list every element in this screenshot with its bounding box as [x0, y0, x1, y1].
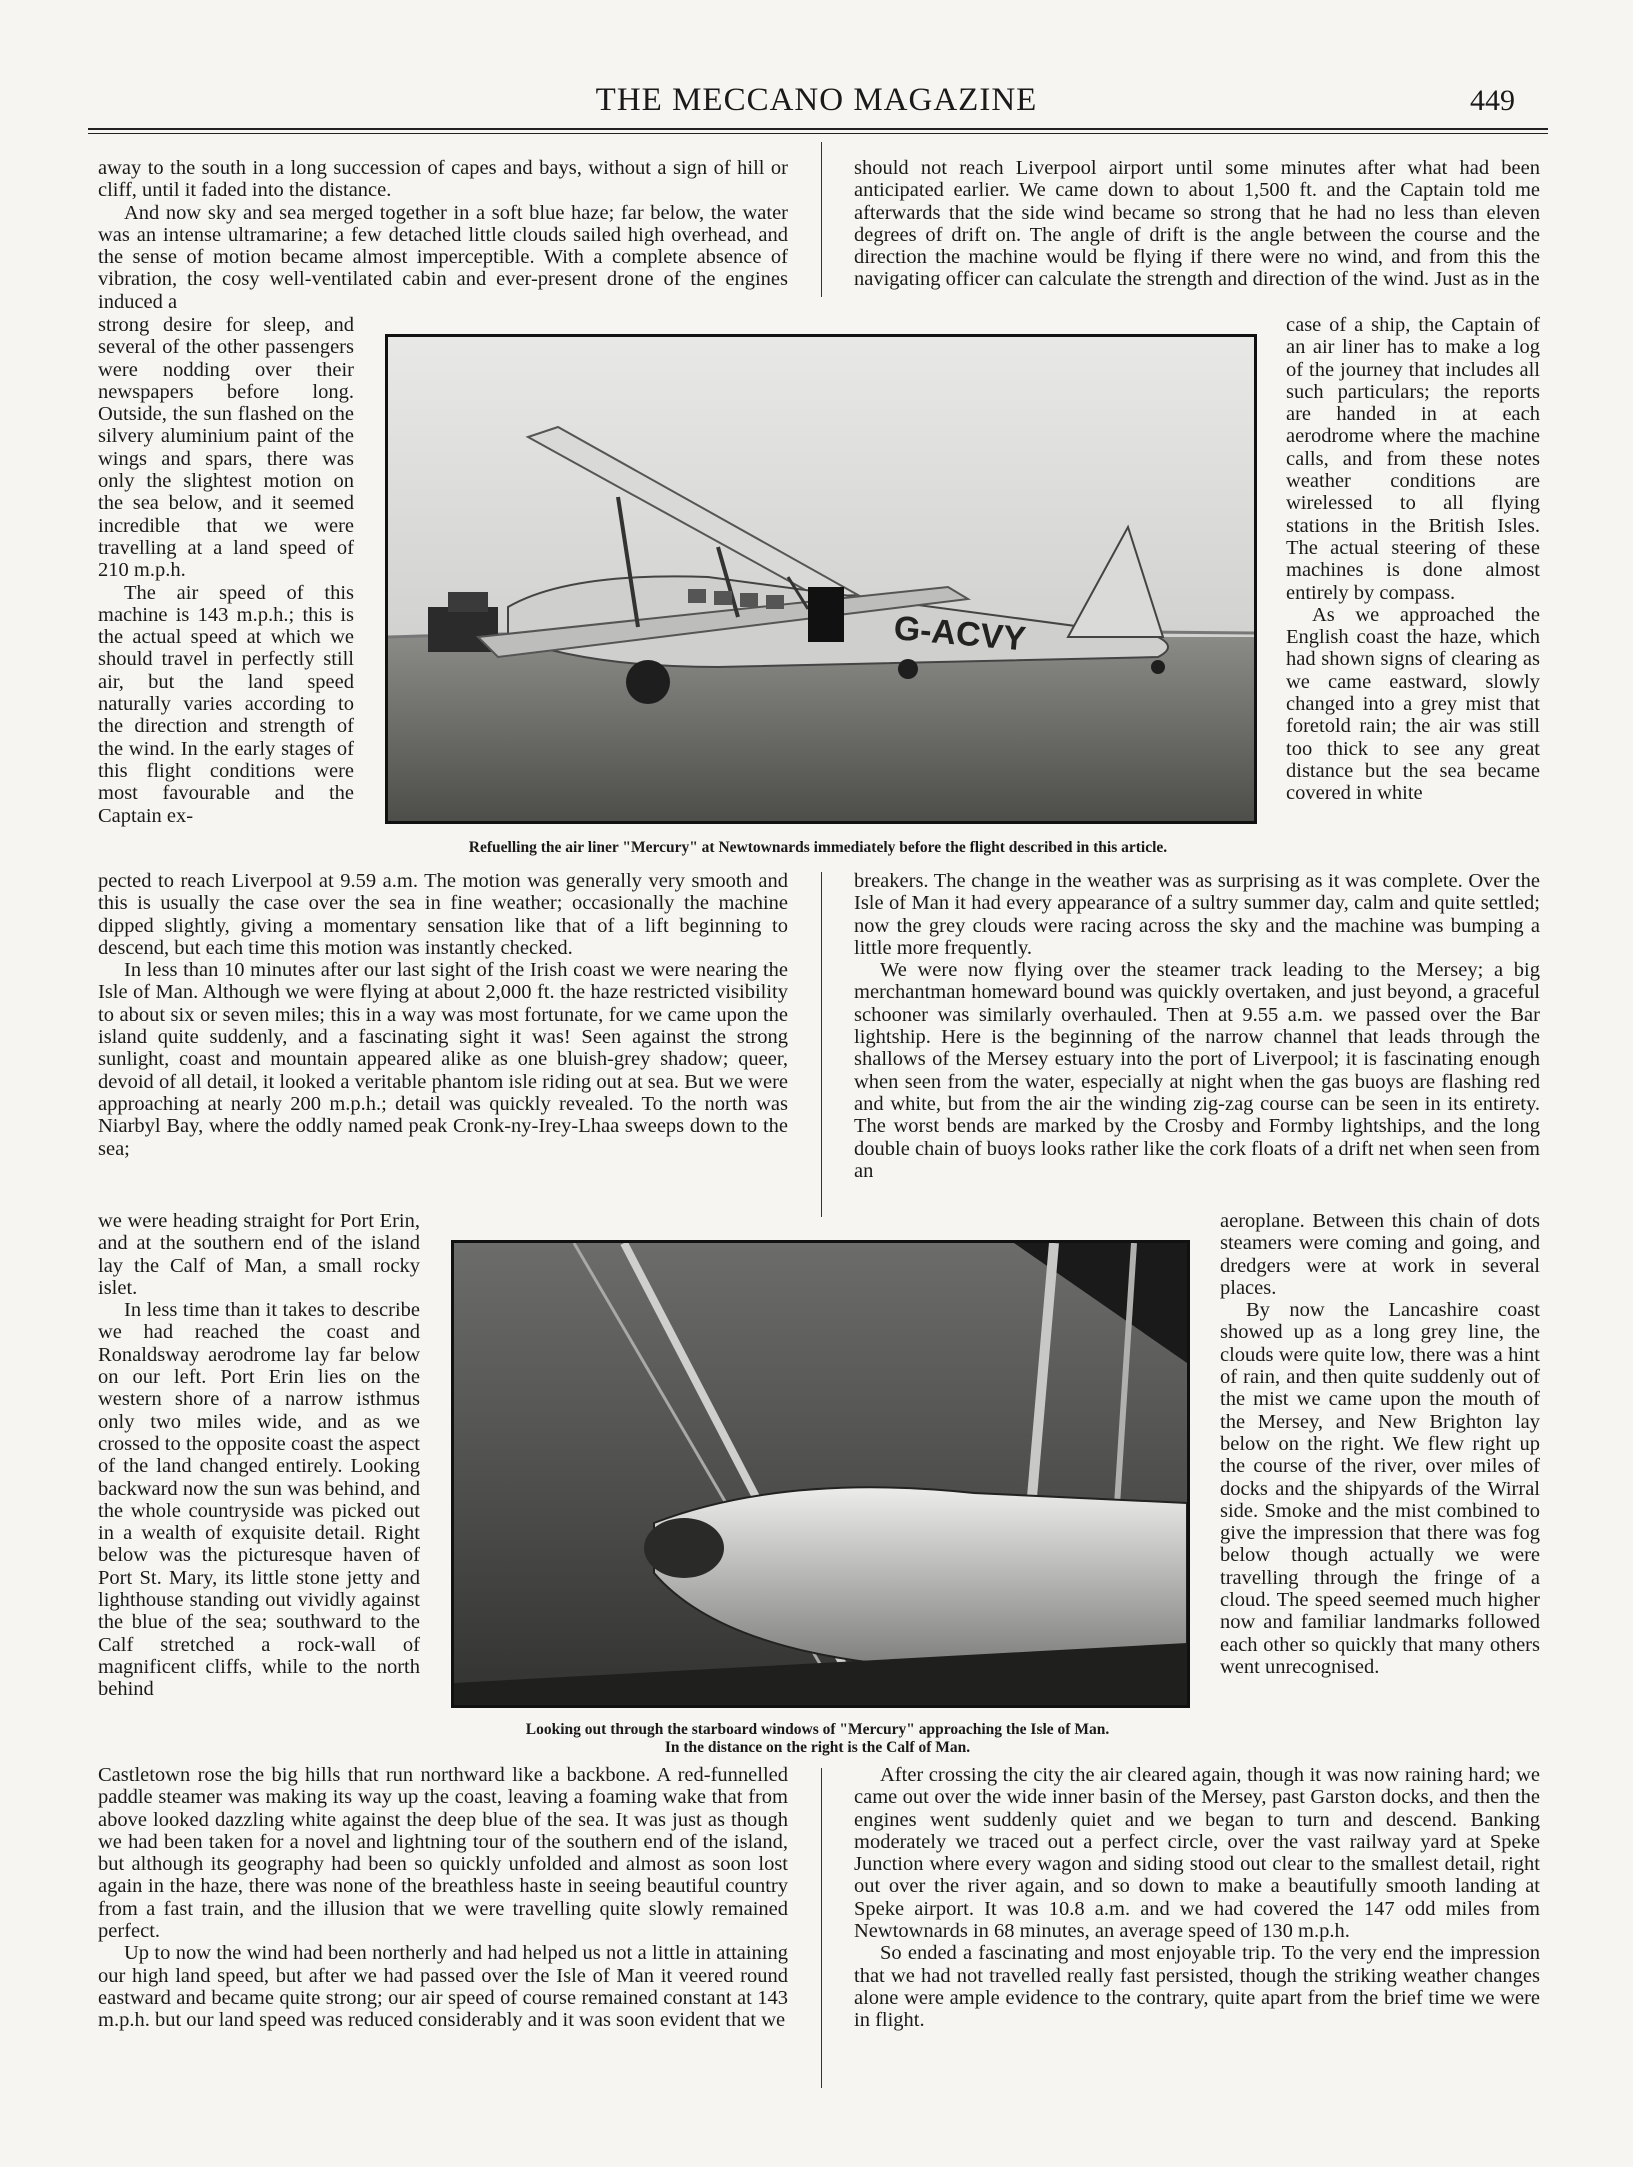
- left-column-bottom: [98, 1764, 788, 2032]
- left-column-middle: [98, 870, 788, 1160]
- right-column-narrow-1: [1286, 314, 1540, 805]
- column-divider: [821, 1768, 822, 2088]
- paragraph: we were heading straight for Port Erin, and at the southern end of the island lay the Calf of Man, a small rocky islet.: [98, 1210, 420, 1299]
- right-column-bottom: [854, 1764, 1540, 2032]
- left-column-narrow-1: [98, 314, 354, 827]
- right-column-top: [854, 157, 1540, 291]
- header-rule-bottom: [88, 133, 1548, 134]
- photo-airliner-refuelling: [385, 334, 1257, 824]
- paragraph: So ended a fascinating and most enjoyable trip. To the very end the impression that we had not travelled really fast persisted, though the striking weather changes alone were ample evidence to the contrary, quite apart from the brief time we were in flight.: [854, 1942, 1540, 2032]
- photo2-caption-line1: Looking out through the starboard windows of "Mercury" approaching the Isle of Man.: [525, 1721, 1110, 1738]
- aircraft-registration: G-ACVY: [892, 609, 1028, 659]
- paragraph: As we approached the English coast the haze, which had shown signs of clearing as we came eastward, slowly changed into a grey mist that foretold rain; the air was still too thick to see any great distance but the sea became covered in white: [1286, 603, 1540, 805]
- paragraph: case of a ship, the Captain of an air liner has to make a log of the journey that includes all such particulars; the reports are handed in at each aerodrome where the machine calls, and from these notes weather conditions are wirelessed to all flying stations in the British Isles. The actual steering of these machines is done almost entirely by compass.: [1286, 314, 1540, 604]
- left-column-narrow-2: [98, 1210, 420, 1701]
- photo1-caption: Refuelling the air liner "Mercury" at Newtownards immediately before the flight described in this article.: [468, 839, 1168, 856]
- paragraph: away to the south in a long succession of capes and bays, without a sign of hill or cliff, until it faded into the distance.: [98, 157, 788, 202]
- paragraph: strong desire for sleep, and several of the other passengers were nodding over their newspapers before long. Outside, the sun flashed on the silvery aluminium paint of the wings and spars, there was only the slightest motion on the sea below, and it seemed incredible that we were travelling at a land speed of 210 m.p.h.: [98, 314, 354, 582]
- paragraph: In less time than it takes to describe we had reached the coast and Ronaldsway aerodrome lay far below on our left. Port Erin lies on the western shore of a narrow isthmus only two miles wide, and as we crossed to the opposite coast the aspect of the land changed entirely. Looking backward now the sun was behind, and the whole countryside was picked out in a wealth of exquisite detail. Right below was the picturesque haven of Port St. Mary, its little stone jetty and lighthouse standing out vividly against the blue of the sea; southward to the Calf stretched a rock-wall of magnificent cliffs, while to the north behind: [98, 1299, 420, 1701]
- right-column-narrow-2: [1220, 1210, 1540, 1678]
- paragraph: The air speed of this machine is 143 m.p.h.; this is the actual speed at which we should travel in perfectly still air, but the land speed naturally varies according to the direction and strength of the wind. In the early stages of this flight conditions were most favourable and the Captain ex-: [98, 581, 354, 827]
- biplane-illustration: [388, 337, 1254, 821]
- paragraph: breakers. The change in the weather was as surprising as it was complete. Over the Isle of Man it had every appearance of a sultry summer day, calm and quite settled; now the grey clouds were racing across the sky and the machine was bumping a little more frequently.: [854, 870, 1540, 959]
- paragraph: aeroplane. Between this chain of dots steamers were coming and going, and dredgers were at work in several places.: [1220, 1210, 1540, 1299]
- paragraph: In less than 10 minutes after our last sight of the Irish coast we were nearing the Isle of Man. Although we were flying at about 2,000 ft. the haze restricted visibility to about six or seven miles; this in a way was most fortunate, for we came upon the island quite suddenly, and a fascinating sight it was! Seen against the strong sunlight, coast and mountain appeared alike as one bluish-grey shadow; queer, devoid of all detail, it looked a veritable phantom isle riding out at sea. But we were approaching at nearly 200 m.p.h.; detail was quickly revealed. To the north was Niarbyl Bay, where the oddly named peak Cronk-ny-Irey-Lhaa sweeps down to the sea;: [98, 959, 788, 1160]
- paragraph: By now the Lancashire coast showed up as a long grey line, the clouds were quite low, there was a hint of rain, and then quite suddenly out of the mist we came upon the mouth of the Mersey, and New Brighton lay below on the right. We flew right up the course of the river, over miles of docks and the shipyards of the Wirral side. Smoke and the mist combined to give the impression that there was fog below though actually we were travelling through the fringe of a cloud. The speed seemed much higher now and familiar landmarks followed each other so quickly that many others went unrecognised.: [1220, 1299, 1540, 1678]
- paragraph: We were now flying over the steamer track leading to the Mersey; a big merchantman homeward bound was quickly overtaken, and just beyond, a graceful schooner was similarly overhauled. Then at 9.55 a.m. we passed over the Bar lightship. Here is the beginning of the narrow channel that leads through the shallows of the Mersey estuary into the port of Liverpool; it is fascinating enough when seen from the water, especially at night when the gas buoys are flashing red and white, but from the air the winding zig-zag course can be seen in its entirety. The worst bends are marked by the Crosby and Formby lightships, and the long double chain of buoys looks rather like the cork floats of a drift net when seen from an: [854, 959, 1540, 1182]
- right-column-middle: [854, 870, 1540, 1182]
- photo-starboard-window-view: [451, 1240, 1190, 1708]
- paragraph: Castletown rose the big hills that run northward like a backbone. A red-funnelled paddle steamer was making its way up the coast, leaving a foaming wake that from above looked dazzling white against the deep blue of the sea. It was just as though we had been taken for a novel and lightning tour of the southern end of the island, but although its geography had been so quickly unfolded and almost as soon lost again in the haze, there was none of the breathless haste in seeing beautiful country from a fast train, and the illusion that we were travelling quite slowly remained perfect.: [98, 1764, 788, 1943]
- page-number: 449: [1470, 84, 1515, 117]
- window-view-illustration: [454, 1243, 1187, 1705]
- left-column-top: [98, 157, 788, 313]
- magazine-title: THE MECCANO MAGAZINE: [595, 82, 1038, 118]
- column-divider: [821, 872, 822, 1217]
- paragraph: Up to now the wind had been northerly and had helped us not a little in attaining our high land speed, but after we had passed over the Isle of Man it veered round eastward and became quite strong; our air speed of course remained constant at 143 m.p.h. but our land speed was reduced considerably and it was soon evident that we: [98, 1942, 788, 2032]
- column-divider: [821, 142, 822, 297]
- paragraph: should not reach Liverpool airport until some minutes after what had been anticipated earlier. We came down to about 1,500 ft. and the Captain told me afterwards that the side wind became so strong that he had no less than eleven degrees of drift on. The angle of drift is the angle between the course and the direction the machine would be flying if there were no wind, and from this the navigating officer can calculate the strength and direction of the wind. Just as in the: [854, 157, 1540, 291]
- paragraph: pected to reach Liverpool at 9.59 a.m. The motion was generally very smooth and this is usually the case over the sea in fine weather; occasionally the machine dipped slightly, giving a momentary sensation like that of a lift beginning to descend, but each time this motion was instantly checked.: [98, 870, 788, 959]
- paragraph: After crossing the city the air cleared again, though it was now raining hard; we came out over the wide inner basin of the Mersey, past Garston docks, and then the engines went suddenly quiet and we began to turn and descend. Banking moderately we traced out a perfect circle, over the vast railway yard at Speke Junction where every wagon and siding stood out clear to the smallest detail, right out over the river again, and so down to make a beautifully smooth landing at Speke airport. It was 10.8 a.m. and we had covered the 147 odd miles from Newtownards in 68 minutes, an average speed of 130 m.p.h.: [854, 1764, 1540, 1943]
- photo2-caption-line2: In the distance on the right is the Calf of Man.: [664, 1739, 971, 1756]
- header-rule-top: [88, 128, 1548, 130]
- paragraph: And now sky and sea merged together in a soft blue haze; far below, the water was an intense ultramarine; a few detached little clouds sailed high overhead, and the sense of motion became almost imperceptible. With a complete absence of vibration, the cosy well-ventilated cabin and ever-present drone of the engines induced a: [98, 201, 788, 313]
